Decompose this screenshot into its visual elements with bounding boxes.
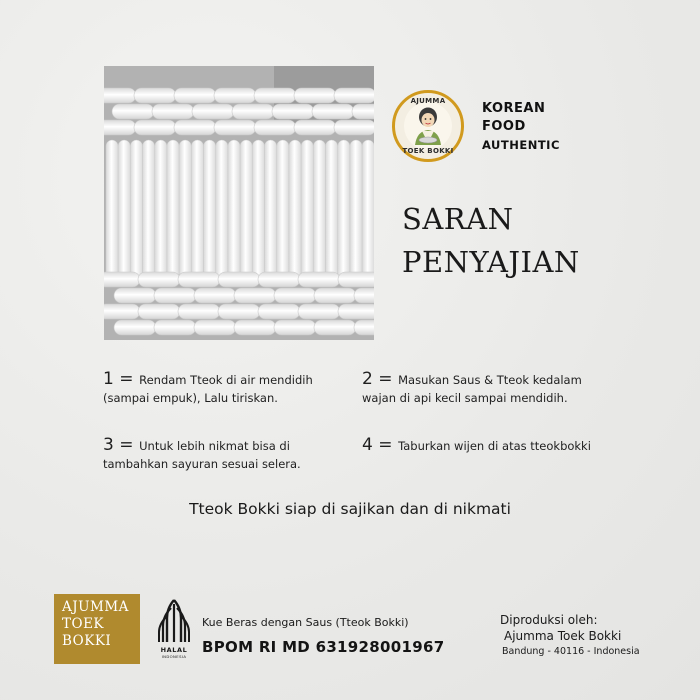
producer-heading: Diproduksi oleh: [500, 613, 598, 627]
halal-sub-label: INDONESIA [161, 654, 187, 659]
step-4-text: Taburkan wijen di atas tteokbokki [398, 439, 591, 453]
step-1-text: Rendam Tteok di air mendidih (sampai empuk), Lalu tiriskan. [103, 373, 313, 405]
headline-line-2: PENYAJIAN [402, 245, 580, 279]
tagline-line-3: AUTHENTIC [482, 138, 560, 152]
step-2-number: 2 = [362, 369, 393, 389]
step-4-number: 4 = [362, 435, 393, 455]
producer-name: Ajumma Toek Bokki [504, 629, 622, 643]
emblem-bottom-text: TOEK BOKKI [402, 147, 454, 155]
tagline-line-1: KOREAN [482, 101, 546, 116]
product-name: Kue Beras dengan Saus (Tteok Bokki) [202, 616, 409, 629]
tagline [482, 100, 560, 154]
halal-emblem-icon [150, 598, 198, 646]
brand-logo-box [54, 594, 140, 664]
step-3 [103, 436, 353, 473]
closing-text: Tteok Bokki siap di sajikan dan di nikmati [189, 500, 511, 518]
producer-address: Bandung - 40116 - Indonesia [502, 646, 640, 657]
step-1 [103, 370, 353, 407]
logo-line-2: TOEK [62, 616, 105, 632]
rice-cake-photo [104, 66, 374, 340]
halal-logo [150, 598, 198, 664]
step-2 [362, 370, 612, 407]
step-1-number: 1 = [103, 369, 134, 389]
halal-label: HALAL [160, 646, 188, 654]
tagline-line-2: FOOD [482, 119, 526, 134]
page-title [402, 198, 580, 284]
headline-line-1: SARAN [402, 202, 514, 236]
step-2-text: Masukan Saus & Tteok kedalam wajan di api kecil sampai mendidih. [362, 373, 582, 405]
bpom-number: BPOM RI MD 631928001967 [202, 638, 445, 656]
logo-line-1: AJUMMA [62, 599, 129, 615]
step-3-text: Untuk lebih nikmat bisa di tambahkan sayuran sesuai selera. [103, 439, 301, 471]
emblem-top-text: AJUMMA [410, 97, 446, 105]
step-4 [362, 436, 612, 455]
logo-line-3: BOKKI [62, 633, 112, 649]
brand-emblem-logo [392, 90, 464, 162]
step-3-number: 3 = [103, 435, 134, 455]
producer-info [500, 612, 640, 659]
